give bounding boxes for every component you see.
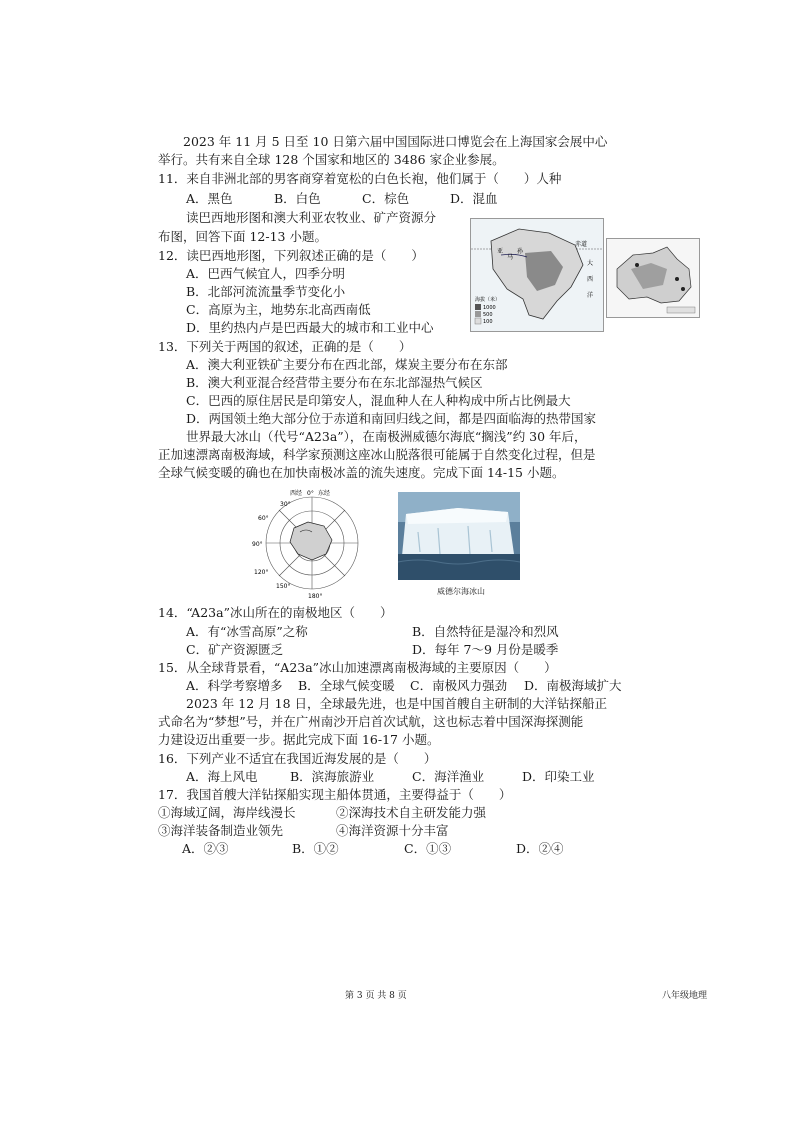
polar-label-90: 90°: [252, 541, 263, 548]
passage3-line1: 世界最大冰山（代号“A23a”），在南极洲威德尔海底“搁浅”约 30 年后，: [186, 429, 587, 444]
passage1-line2: 举行。共有来自全球 128 个国家和地区的 3486 家企业参展。: [158, 152, 505, 167]
q17-stem: 17．我国首艘大洋钻探船实现主船体贯通，主要得益于（ ）: [158, 787, 512, 802]
polar-label-west: 西经: [290, 490, 303, 497]
q11-option-c[interactable]: C．棕色: [362, 191, 410, 206]
amazon-label-1: 亚: [497, 248, 504, 255]
q15-stem: 15．从全球背景看，“A23a”冰山加速漂离南极海域的主要原因（ ）: [158, 660, 557, 675]
polar-label-0: 0°: [307, 490, 314, 497]
q11-option-a[interactable]: A．黑色: [186, 191, 233, 206]
q14-option-a[interactable]: A．有“冰雪高原”之称: [186, 624, 308, 639]
q13-stem: 13．下列关于两国的叙述，正确的是（ ）: [158, 339, 412, 354]
antarctic-polar-map: [250, 488, 374, 600]
q11-option-d[interactable]: D．混血: [450, 191, 498, 206]
q16-option-b[interactable]: B．滨海旅游业: [290, 769, 375, 784]
q16-stem: 16．下列产业不适宜在我国近海发展的是（ ）: [158, 751, 437, 766]
q17-statement-3: ③海洋装备制造业领先: [158, 823, 284, 838]
polar-label-180: 180°: [308, 593, 323, 600]
atlantic-label-1: 大: [587, 260, 594, 267]
amazon-label-3: 孙: [517, 248, 524, 255]
passage3-line2: 正加速漂离南极海域，科学家预测这座冰山脱落很可能属于自然变化过程，但是: [158, 447, 596, 462]
amazon-label-2: 马: [507, 254, 514, 261]
q12-option-d[interactable]: D．里约热内卢是巴西最大的城市和工业中心: [186, 320, 434, 335]
q15-option-d[interactable]: D．南极海域扩大: [524, 678, 622, 693]
q12-option-a[interactable]: A．巴西气候宜人，四季分明: [186, 266, 346, 281]
polar-label-30: 30°: [280, 501, 291, 508]
page-number: 第 3 页 共 8 页: [345, 991, 407, 1001]
q17-option-d[interactable]: D．②④: [516, 841, 564, 856]
polar-label-120: 120°: [254, 569, 269, 576]
polar-map-svg: [250, 488, 374, 600]
q13-option-c[interactable]: C．巴西的原住居民是印第安人，混血种人在人种构成中所占比例最大: [186, 393, 571, 408]
q13-option-a[interactable]: A．澳大利亚铁矿主要分布在西北部，煤炭主要分布在东部: [186, 357, 508, 372]
polar-label-east: 东经: [318, 490, 331, 497]
legend-value-1000: 1000: [483, 305, 496, 311]
brazil-terrain-map: [470, 218, 604, 332]
q17-statement-1: ①海域辽阔，海岸线漫长: [158, 805, 296, 820]
polar-label-150: 150°: [276, 583, 291, 590]
q14-option-b[interactable]: B．自然特征是湿冷和烈风: [412, 624, 559, 639]
australia-resource-map: [606, 238, 700, 318]
equator-label: 赤道: [575, 241, 588, 248]
q17-option-c[interactable]: C．①③: [404, 841, 452, 856]
q17-statement-2: ②深海技术自主研发能力强: [336, 805, 487, 820]
brazil-map-svg: [471, 219, 603, 331]
q14-option-d[interactable]: D．每年 7～9 月份是暖季: [412, 642, 559, 657]
atlantic-label-3: 洋: [587, 292, 594, 299]
australia-map-svg: [607, 239, 699, 317]
atlantic-label-2: 西: [587, 276, 594, 283]
elevation-legend: [475, 296, 500, 325]
legend-value-500: 500: [483, 312, 493, 318]
legend-value-100: 100: [483, 319, 493, 325]
passage4-line3: 力建设迈出重要一步。据此完成下面 16-17 小题。: [158, 732, 440, 747]
q11-stem: 11．来自非洲北部的男客商穿着宽松的白色长袍，他们属于（ ）人种: [158, 171, 562, 186]
legend-title: 海拔（米）: [475, 297, 501, 303]
passage2-line2: 布图，回答下面 12-13 小题。: [158, 229, 327, 244]
subject-label: 八年级地理: [662, 991, 708, 1001]
q15-option-b[interactable]: B．全球气候变暖: [298, 678, 395, 693]
q15-option-a[interactable]: A．科学考察增多: [186, 678, 283, 693]
q14-option-c[interactable]: C．矿产资源匮乏: [186, 642, 284, 657]
passage4-line2: 式命名为“梦想”号，并在广州南沙开启首次试航，这也标志着中国深海探测能: [158, 714, 584, 729]
weddell-iceberg-photo: [398, 492, 520, 580]
iceberg-photo-svg: [398, 492, 520, 580]
q13-option-b[interactable]: B．澳大利亚混合经营带主要分布在东北部湿热气候区: [186, 375, 483, 390]
passage2-line1: 读巴西地形图和澳大利亚农牧业、矿产资源分: [186, 210, 437, 225]
q12-option-c[interactable]: C．高原为主，地势东北高西南低: [186, 302, 371, 317]
q16-option-d[interactable]: D．印染工业: [522, 769, 595, 784]
q15-option-c[interactable]: C．南极风力强劲: [410, 678, 508, 693]
q11-option-b[interactable]: B．白色: [274, 191, 321, 206]
q17-statement-4: ④海洋资源十分丰富: [336, 823, 449, 838]
passage1-line1: 2023 年 11 月 5 日至 10 日第六届中国国际进口博览会在上海国家会展中心: [183, 134, 608, 149]
iceberg-caption: 威德尔海冰山: [437, 587, 485, 596]
q14-stem: 14．“A23a”冰山所在的南极地区（ ）: [158, 605, 393, 620]
polar-label-60: 60°: [258, 515, 269, 522]
q16-option-c[interactable]: C．海洋渔业: [412, 769, 485, 784]
q12-option-b[interactable]: B．北部河流流量季节变化小: [186, 284, 346, 299]
q17-option-b[interactable]: B．①②: [292, 841, 339, 856]
q16-option-a[interactable]: A．海上风电: [186, 769, 258, 784]
q13-option-d[interactable]: D．两国领土绝大部分位于赤道和南回归线之间，都是四面临海的热带国家: [186, 411, 597, 426]
q17-option-a[interactable]: A．②③: [182, 841, 229, 856]
passage3-line3: 全球气候变暖的确也在加快南极冰盖的流失速度。完成下面 14-15 小题。: [158, 465, 565, 480]
passage4-line1: 2023 年 12 月 18 日，全球最先进，也是中国首艘自主研制的大洋钻探船正: [186, 696, 607, 711]
q12-stem: 12．读巴西地形图，下列叙述正确的是（ ）: [158, 248, 424, 263]
